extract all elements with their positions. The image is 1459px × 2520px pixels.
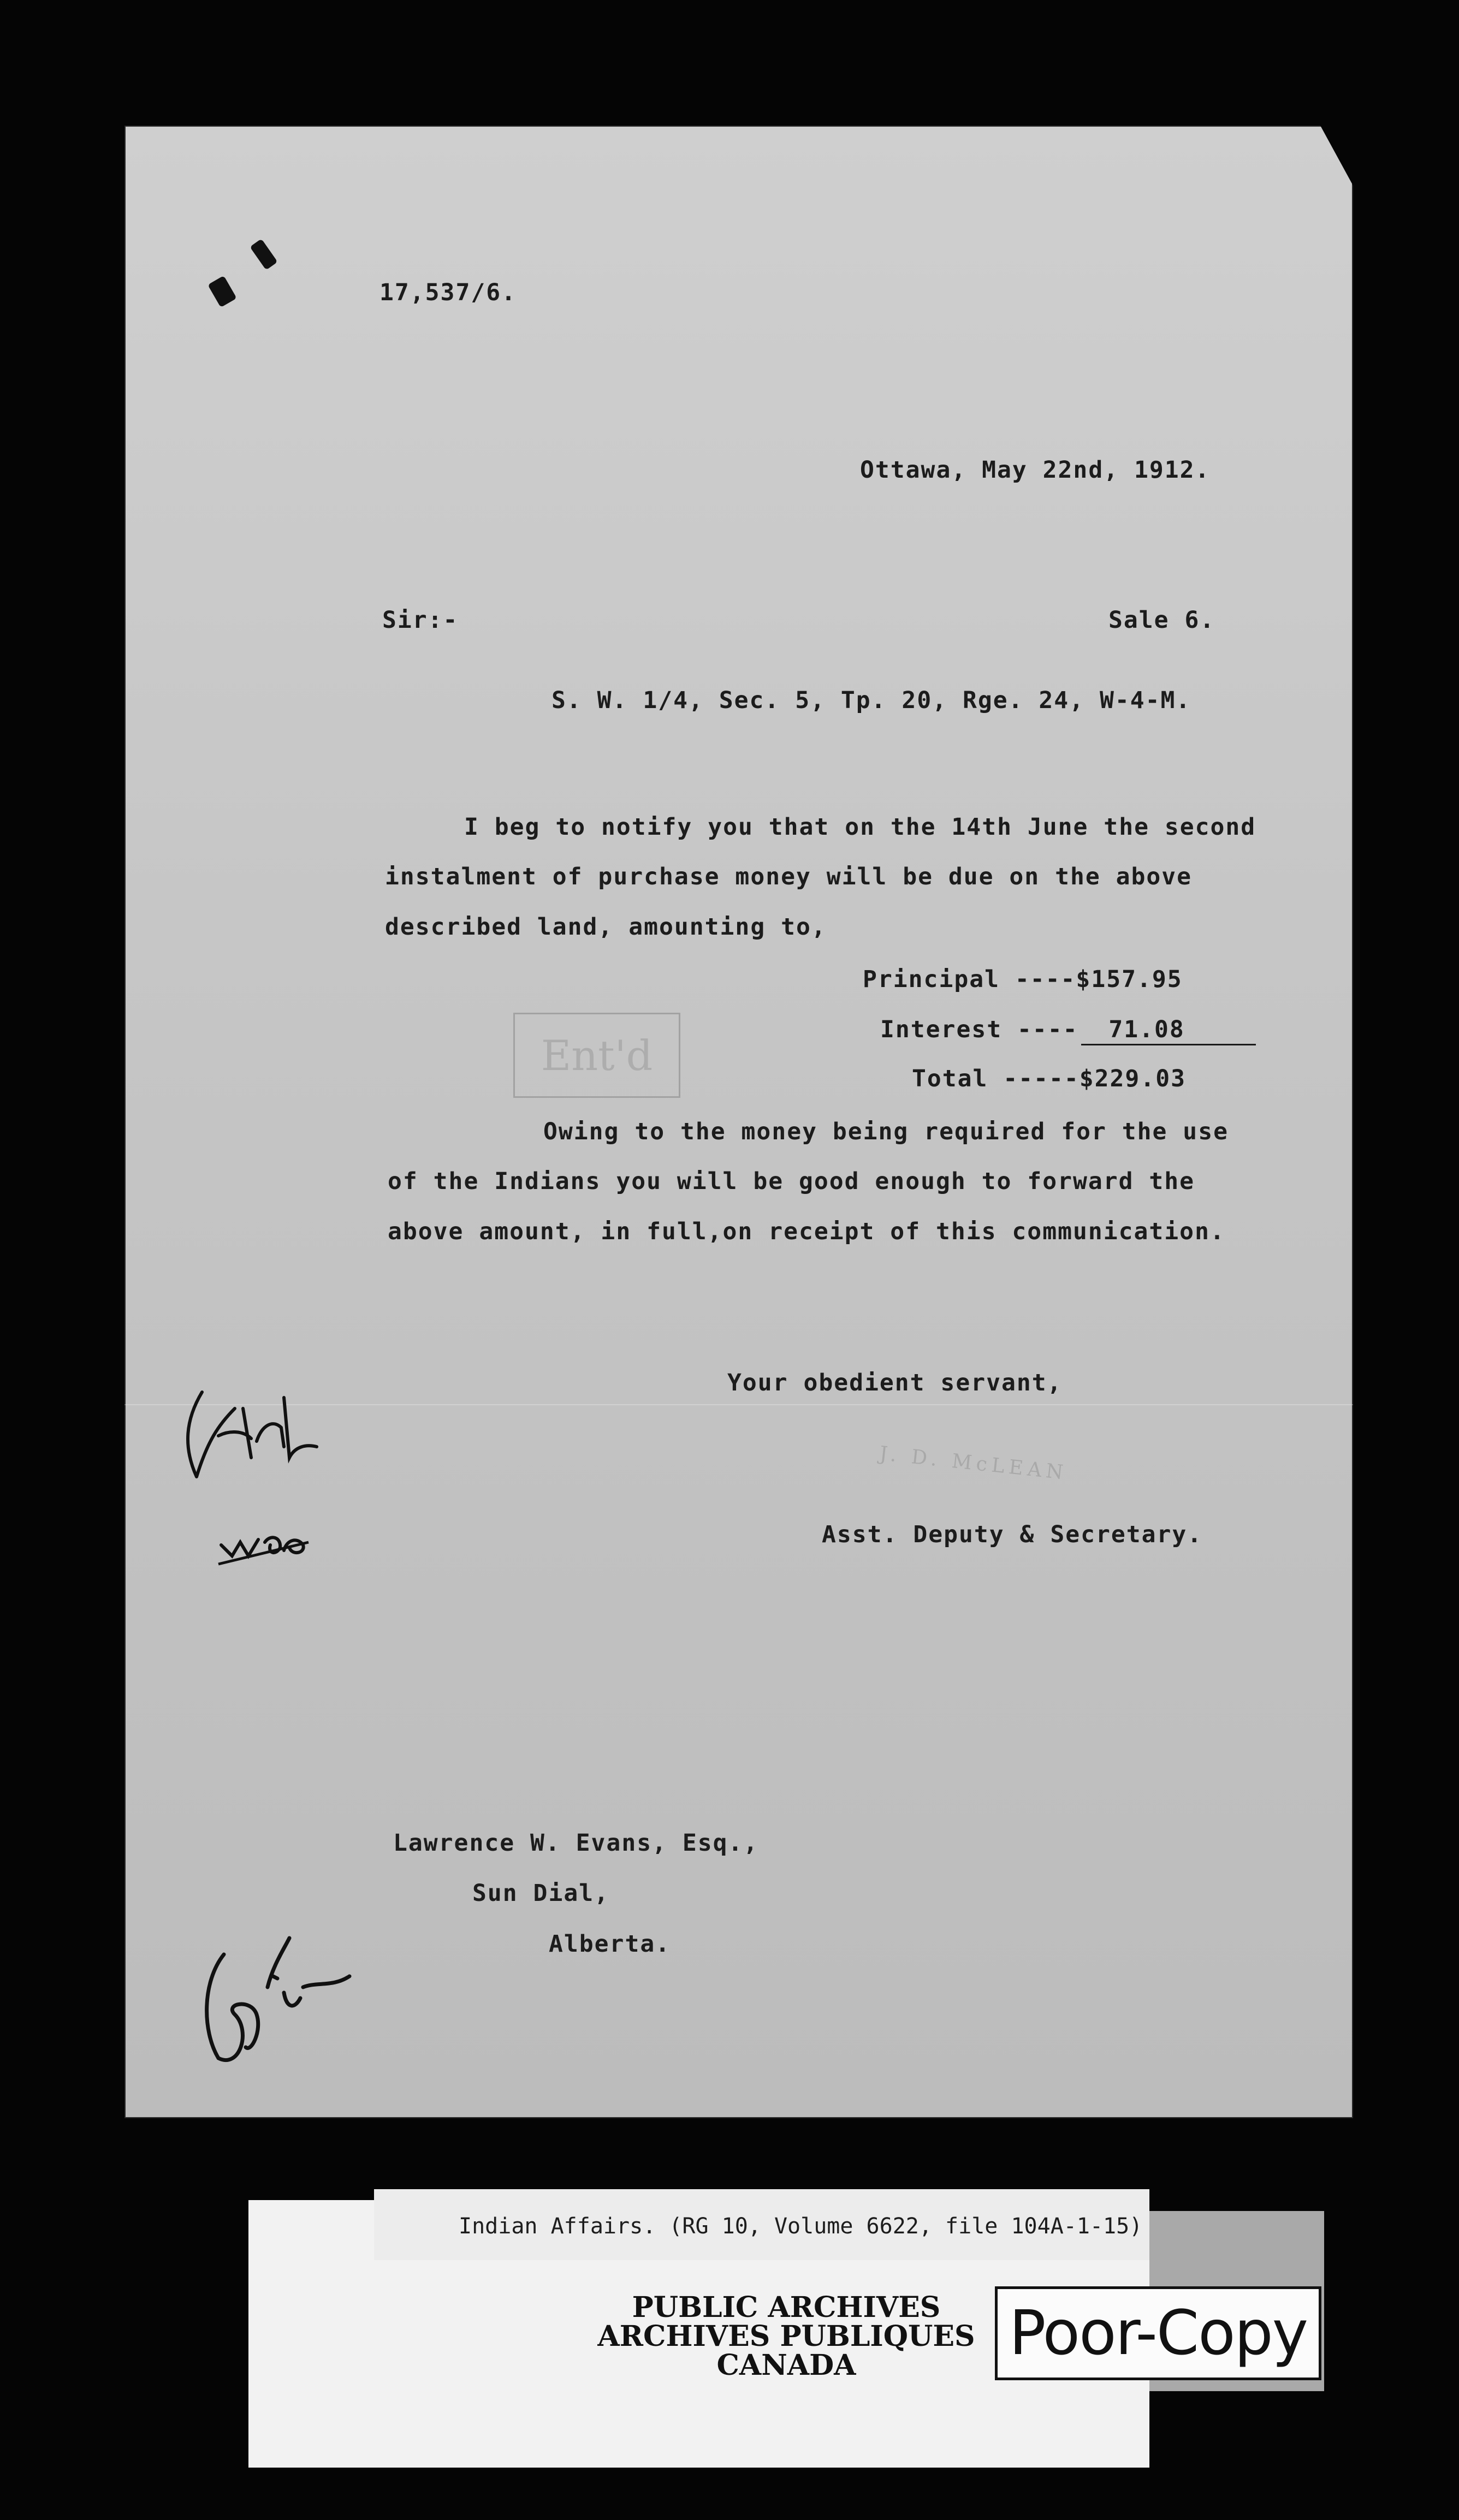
amount-interest: Interest ---- 71.08 xyxy=(880,1016,1185,1043)
address-line-2: Sun Dial, xyxy=(472,1880,609,1907)
sign-off: Your obedient servant, xyxy=(727,1369,1063,1396)
poor-copy-label: Poor-Copy xyxy=(995,2286,1321,2380)
entered-stamp: Ent'd xyxy=(513,1013,680,1098)
amount-total: Total -----$229.03 xyxy=(912,1065,1186,1092)
closing-line-1: Owing to the money being required for the use xyxy=(543,1118,1229,1145)
amount-principal: Principal ----$157.95 xyxy=(863,966,1183,993)
archive-file-reference: Indian Affairs. (RG 10, Volume 6622, file 104A-1-15) xyxy=(459,2214,1143,2239)
closing-line-2: of the Indians you will be good enough to forward the xyxy=(388,1168,1195,1195)
archive-label-line-3: CANADA xyxy=(716,2349,856,2382)
land-description: S. W. 1/4, Sec. 5, Tp. 20, Rge. 24, W-4-M. xyxy=(551,687,1191,714)
archive-label xyxy=(595,2293,977,2380)
archive-label-line-2: ARCHIVES PUBLIQUES xyxy=(597,2320,975,2353)
body-line-1: I beg to notify you that on the 14th June the second xyxy=(464,813,1256,841)
address-line-3: Alberta. xyxy=(549,1930,671,1958)
body-line-3: described land, amounting to, xyxy=(385,913,827,941)
signer-title: Asst. Deputy & Secretary. xyxy=(822,1521,1203,1548)
salutation: Sir:- xyxy=(382,607,459,634)
file-number: 17,537/6. xyxy=(379,279,517,306)
dateline: Ottawa, May 22nd, 1912. xyxy=(860,456,1211,484)
archive-label-line-1: PUBLIC ARCHIVES xyxy=(632,2291,941,2324)
handwritten-initials-top xyxy=(175,1376,328,1496)
address-line-1: Lawrence W. Evans, Esq., xyxy=(393,1829,759,1857)
handwritten-initials-mid xyxy=(216,1512,319,1572)
closing-line-3: above amount, in full,on receipt of this communication. xyxy=(388,1218,1225,1245)
body-line-2: instalment of purchase money will be due on the above xyxy=(385,863,1193,890)
interest-underline xyxy=(1081,1044,1256,1045)
faint-signature-stamp: J. D. McLEAN xyxy=(878,1442,1069,1484)
handwritten-initials-bottom xyxy=(191,1922,360,2085)
sale-reference: Sale 6. xyxy=(1108,607,1215,634)
